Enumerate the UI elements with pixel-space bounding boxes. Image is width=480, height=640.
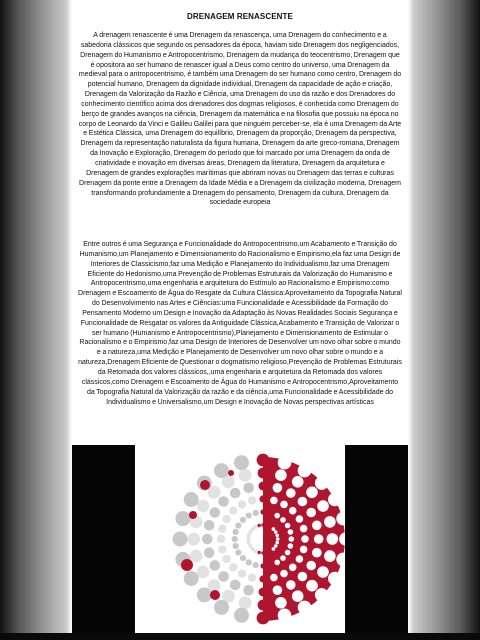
red-dot	[260, 509, 265, 514]
grey-dot	[230, 488, 241, 499]
white-dot	[306, 561, 316, 571]
grey-dot	[247, 541, 251, 545]
grey-dot	[184, 492, 199, 507]
red-dot	[265, 551, 268, 554]
red-dot	[257, 612, 270, 625]
white-dot	[274, 530, 278, 534]
red-dot	[265, 524, 268, 527]
white-dot	[292, 476, 304, 488]
white-dot	[273, 483, 283, 493]
white-dot	[289, 536, 295, 542]
white-dot	[285, 523, 291, 529]
white-dot	[274, 560, 280, 566]
white-dot	[298, 497, 308, 507]
grey-dot	[175, 511, 190, 526]
red-dot	[261, 551, 264, 554]
red-dot	[260, 563, 265, 568]
white-dot	[315, 588, 329, 602]
white-dot	[300, 546, 308, 554]
white-dot	[275, 534, 279, 538]
white-dot	[306, 487, 318, 499]
white-dot	[280, 570, 288, 578]
halftone-dots-circle-logo-icon	[135, 445, 345, 633]
grey-dot	[204, 520, 215, 531]
white-dot	[324, 516, 336, 528]
grey-dot	[246, 513, 252, 519]
red-dot	[258, 524, 261, 527]
grey-dot	[229, 507, 237, 515]
grey-dot	[248, 573, 256, 581]
white-dot	[298, 601, 312, 615]
grey-dot	[222, 555, 230, 563]
grey-dot	[240, 555, 246, 561]
red-dot	[259, 588, 268, 597]
white-dot	[274, 513, 280, 519]
logo-image	[135, 445, 345, 633]
white-dot	[276, 537, 280, 541]
red-dot	[269, 549, 272, 552]
grey-dot	[173, 532, 188, 547]
red-dot	[269, 525, 272, 528]
paragraph-1: A drenagem renascente é uma Drenagem da renascença, uma Drenagem do conhecimento e a sabedoria clássicos que segundo os pensadores da época, haviam sido Drenagem dos negligenciados, Drenagem do Humanismo e Antropocentrismo, Drenagem da mudança do teocentrismo, Drenagem que é opositora ao ser humano de renascer igual a Deus como centro do universo, uma Drenagem da medieval para o antropocentrismo, é também uma Drenagem do ser humano como centro, Drenagem do potencial humano, Drenagem da dignidade individual, Drenagem da capacidade de ação e criação, Drenagem da Valorização da Razão e Ciência, uma Drenagem do uso da razão e dos Drenadores do conhecimento científico acima dos drenadores dos dogmas religiosos, é conhecida como Drenagem do berço de grandes avanços na ciência, Drenagem da matemática e na filosofia que possuiu na época no corpo de Leonardo da Vinci e Galileu Galilei para que ninguém perceber-se, ela é uma Drenagem da Arte e Estética Clássica, uma Drenagem do equilíbrio, Drenagem da proporção, Drenagem da perspectiva, Drenagem da representação naturalista da figura humana, Drenagem da arte greco-romana, Drenagem da Inovação e Exploração, Drenagem do período que foi marcado por uma Drenagem da onda de criatividade e inovação em diversas áreas, Drenagem da literatura, Drenagem da arquitetura e Drenagem de grandes explorações marítimas que abriram novas ou Drenagem das terras e culturas Drenagem da ponte entre a Drenagem da Idade Média e a Drenagem da civilização moderna, Drenagem transformando profundamente a Drenagem do pensamento, Drenagem da cultura, Drenagem da sociedade europeia	[78, 32, 402, 207]
white-dot	[272, 547, 276, 551]
grey-dot	[197, 566, 210, 579]
white-dot	[288, 529, 294, 535]
white-dot	[327, 533, 339, 545]
white-dot	[270, 574, 278, 582]
white-dot	[275, 469, 287, 481]
grey-dot	[202, 534, 213, 545]
red-dot	[261, 523, 264, 526]
grey-dot	[248, 496, 256, 504]
red-dot	[258, 468, 269, 479]
white-dot	[286, 580, 296, 590]
white-dot	[314, 534, 324, 544]
grey-dot	[233, 543, 239, 549]
white-dot	[280, 501, 288, 509]
grey-dot	[217, 535, 225, 543]
grey-dot	[197, 500, 210, 513]
white-dot	[289, 507, 297, 515]
grey-dot	[218, 496, 229, 507]
white-dot	[280, 517, 286, 523]
document-title: DRENAGEM RENASCENTE	[187, 12, 293, 21]
grey-dot	[222, 515, 230, 523]
white-dot	[315, 476, 329, 490]
bottom-shade	[0, 633, 480, 640]
grey-dot	[239, 469, 252, 482]
grey-dot	[246, 559, 252, 565]
grey-dot	[218, 524, 226, 532]
grey-dot	[253, 510, 259, 516]
red-dot	[259, 482, 268, 491]
grey-dot	[210, 507, 221, 518]
grey-dot	[197, 587, 212, 602]
red-dot	[258, 600, 269, 611]
grey-dot	[246, 537, 250, 541]
white-dot	[298, 464, 312, 478]
grey-dot	[239, 596, 252, 609]
white-dot	[278, 609, 292, 623]
grey-dot	[229, 563, 237, 571]
grey-dot	[210, 560, 221, 571]
white-dot	[306, 508, 316, 518]
grey-dot	[247, 533, 251, 537]
grey-dot	[204, 547, 215, 558]
grey-dot	[243, 585, 254, 596]
white-dot	[328, 493, 342, 507]
white-dot	[317, 500, 329, 512]
paragraph-2: Entre outros é uma Segurança e Funcionalidade do Antropocentrismo,um Acabamento e Transição do Humanismo,um Planejamento e Dimensionamento do Racionalismo e Empirismo,ela faz uma Design de Interiores de Classicismo,faz uma Medição e Planejamento do Individualismo,faz uma Drenagem Eficiente do Hedonismo,uma Prevenção de Problemas Estruturais da Valorização do Humanismo e Antropocentrismo,uma engenharia e arquitetura do Estímulo ao Racionalismo e Empirismo:como Drenagem e Escoamento de Água do Resgate da Cultura Clássica:Aproveitamento da Topografia Natural do Desenvolvimento nas Artes e Ciências:uma Funcionalidade e Acessibilidade da Formação do Pensamento Moderno um Design e Inovação da Adaptação às Novas Realidades Sociais Segurança e Funcionalidade de Resgatar os valores da Antiguidade Clássica,Acabamento e Transição de Valorizar o ser humano (Humanismo e Antropocentrismo),Planejamento e Dimensionamento de Estimular o Racionalismo e o Empirismo,faz uma Design de Interiores de Desenvolver um novo olhar sobre o mundo e a natureza,uma Medição e Planejamento de Desenvolver um novo olhar sobre o mundo e a natureza,Drenagem Eficiente de Questionar o dogmatismo religioso,Prevenção de Problemas Estruturais da Retomada dos valores clássicos,,uma engenharia e arquitetura da Retomada dos valores clássicos,como Drenagem e Escoamento de Água do Humanismo e Antropocentrismo,Aproveitamento da Topografia Natural da Valorização da razão e da ciência,uma Funcionalidade e Acessibilidade do Individualismo e Universalismo,um Design e Inovação de Novas perspectivas artísticas	[78, 241, 402, 406]
red-dot	[200, 480, 210, 490]
grey-dot	[234, 608, 249, 623]
white-dot	[286, 488, 296, 498]
grey-dot	[214, 600, 229, 615]
white-dot	[306, 580, 318, 592]
grey-dot	[248, 544, 252, 548]
red-dot	[210, 590, 220, 600]
grey-dot	[190, 550, 203, 563]
red-dot	[259, 575, 266, 582]
white-dot	[275, 597, 287, 609]
white-dot	[275, 541, 279, 545]
white-dot	[312, 548, 322, 558]
red-dot	[259, 495, 266, 502]
grey-dot	[218, 571, 229, 582]
grey-dot	[232, 536, 238, 542]
white-dot	[328, 572, 342, 586]
red-dot	[257, 454, 270, 467]
white-dot	[292, 590, 304, 602]
white-dot	[324, 550, 336, 562]
white-dot	[296, 515, 304, 523]
red-dot	[228, 470, 234, 476]
grey-dot	[230, 580, 241, 591]
white-dot	[289, 564, 297, 572]
white-dot	[301, 535, 309, 543]
grey-dot	[233, 529, 239, 535]
white-dot	[274, 544, 278, 548]
grey-dot	[240, 517, 246, 523]
grey-dot	[235, 549, 241, 555]
grey-dot	[238, 569, 246, 577]
white-dot	[300, 525, 308, 533]
white-dot	[296, 555, 304, 563]
grey-dot	[254, 525, 258, 529]
grey-dot	[184, 571, 199, 586]
grey-dot	[235, 522, 241, 528]
white-dot	[298, 572, 308, 582]
white-dot	[312, 521, 322, 531]
white-dot	[270, 497, 278, 505]
white-dot	[285, 550, 291, 556]
grey-dot	[243, 483, 254, 494]
grey-dot	[234, 455, 249, 470]
white-dot	[288, 543, 294, 549]
white-dot	[273, 585, 283, 595]
grey-dot	[253, 562, 259, 568]
red-dot	[189, 511, 197, 519]
white-dot	[278, 456, 292, 470]
grey-dot	[214, 463, 229, 478]
grey-dot	[187, 533, 200, 546]
red-dot	[258, 551, 261, 554]
red-dot	[181, 559, 193, 571]
white-dot	[280, 555, 286, 561]
white-dot	[272, 527, 276, 531]
grey-dot	[218, 545, 226, 553]
white-dot	[317, 566, 329, 578]
grey-dot	[238, 500, 246, 508]
red-dot	[268, 510, 273, 515]
red-dot	[268, 563, 273, 568]
